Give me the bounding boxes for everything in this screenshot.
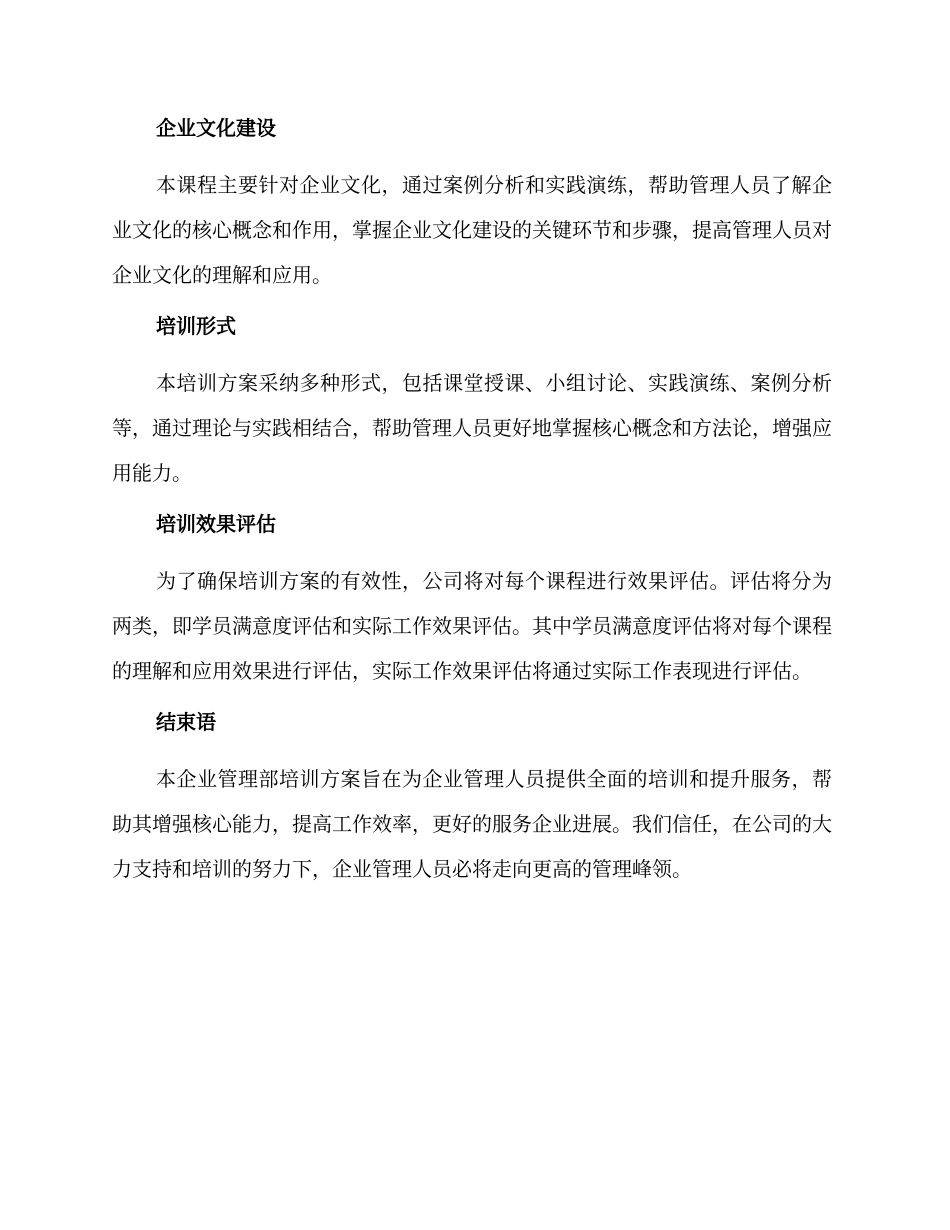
section-paragraph: 本企业管理部培训方案旨在为企业管理人员提供全面的培训和提升服务，帮助其增强核心能力，提高工作效率，更好的服务企业进展。我们信任，在公司的大力支持和培训的努力下，企业管理人员必将走向更高的管理峰领。 <box>112 767 832 881</box>
section-conclusion <box>112 706 832 892</box>
section-heading: 企业文化建设 <box>156 116 276 140</box>
document-page <box>112 112 832 904</box>
section-heading: 培训效果评估 <box>156 512 276 536</box>
section-format <box>112 310 832 496</box>
section-heading: 培训形式 <box>156 314 236 338</box>
section-evaluation <box>112 508 832 694</box>
section-paragraph: 本课程主要针对企业文化，通过案例分析和实践演练，帮助管理人员了解企业文化的核心概念和作用，掌握企业文化建设的关键环节和步骤，提高管理人员对企业文化的理解和应用。 <box>112 173 832 287</box>
section-culture <box>112 112 832 298</box>
section-paragraph: 为了确保培训方案的有效性，公司将对每个课程进行效果评估。评估将分为两类，即学员满意度评估和实际工作效果评估。其中学员满意度评估将对每个课程的理解和应用效果进行评估，实际工作效果评估将通过实际工作表现进行评估。 <box>112 569 832 683</box>
section-paragraph: 本培训方案采纳多种形式，包括课堂授课、小组讨论、实践演练、案例分析等，通过理论与实践相结合，帮助管理人员更好地掌握核心概念和方法论，增强应用能力。 <box>112 371 832 485</box>
section-heading: 结束语 <box>156 710 216 734</box>
